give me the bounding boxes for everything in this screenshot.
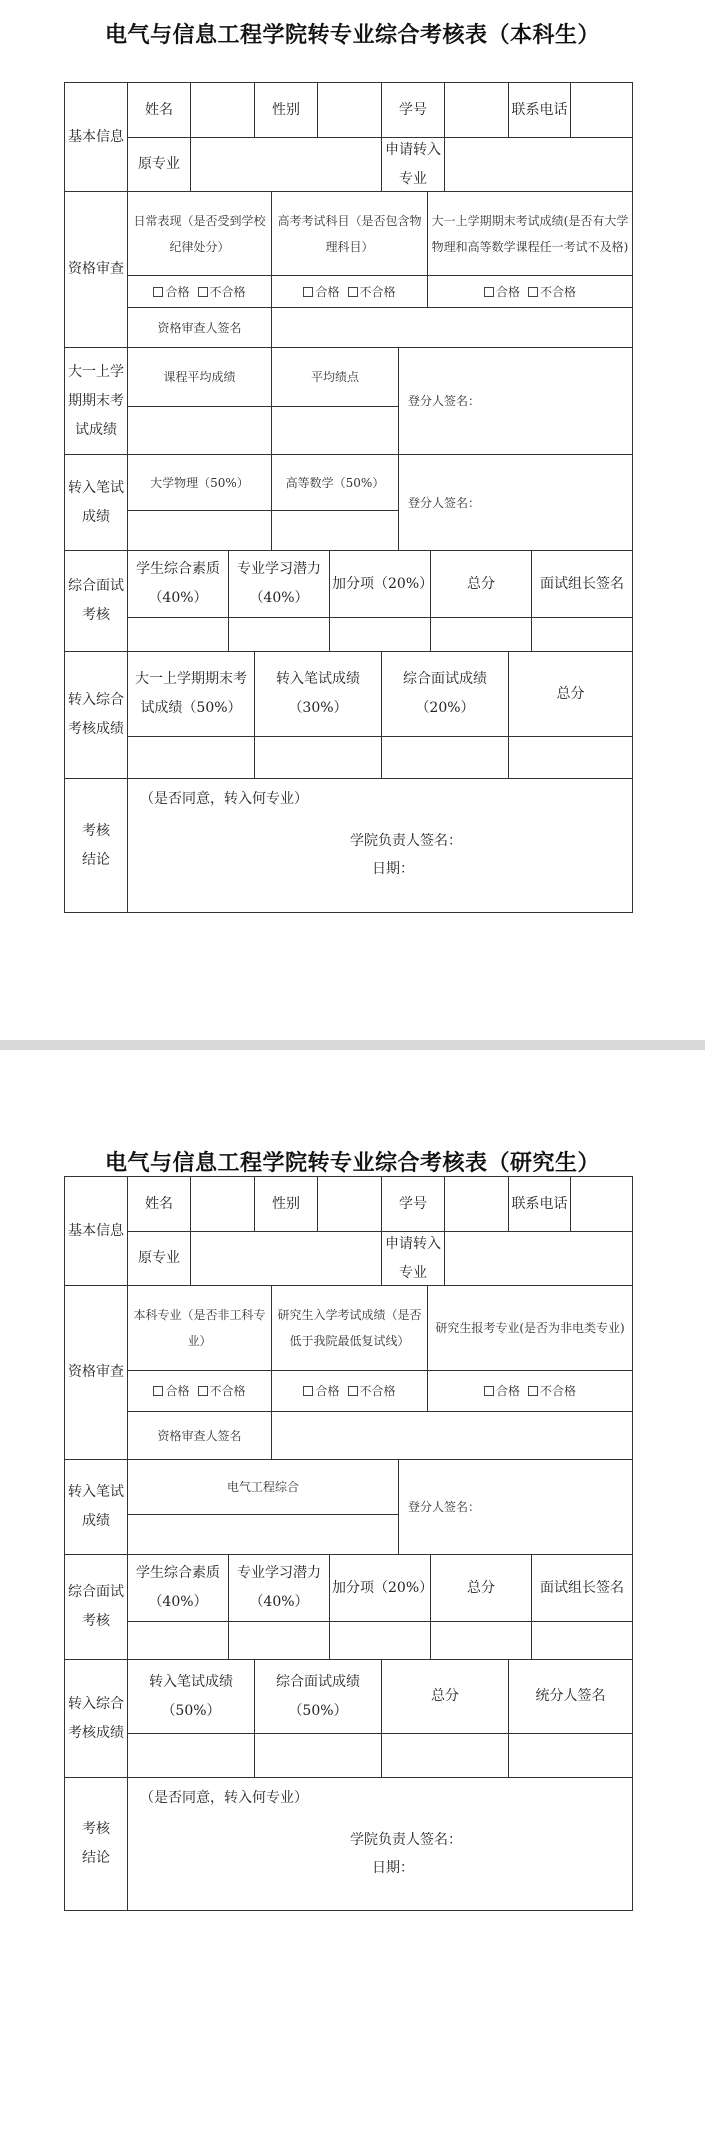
student-id-label: 学号 (381, 82, 445, 138)
composite-interview-field[interactable] (381, 736, 509, 779)
gender-label: 性别 (254, 82, 318, 138)
original-major-label: 原专业 (127, 137, 191, 192)
conclusion-date-label: 日期： (372, 1860, 414, 1876)
composite-written-field[interactable] (127, 1733, 255, 1778)
qual-item-discipline: 日常表现（是否受到学校纪律处分） (127, 191, 272, 276)
name-label: 姓名 (127, 82, 191, 138)
composite-total-field[interactable] (508, 736, 633, 779)
written-test-label: 转入笔试成绩 (64, 454, 128, 551)
interview-label: 综合面试考核 (64, 550, 128, 652)
page-separator (0, 1040, 705, 1050)
interview-total-label: 总分 (430, 550, 532, 618)
physics-field[interactable] (127, 510, 272, 551)
composite-total-field[interactable] (381, 1733, 509, 1778)
qual-item-final-exam: 大一上学期期末考试成绩(是否有大学物理和高等数学课程任一考试不及格) (427, 191, 633, 276)
apply-major-label: 申请转入专业 (381, 137, 445, 192)
interview-total-field[interactable] (430, 617, 532, 652)
apply-major-field[interactable] (444, 137, 633, 192)
interview-leader-label: 面试组长签名 (531, 550, 633, 618)
avg-score-label: 课程平均成绩 (127, 347, 272, 407)
avg-score-field[interactable] (127, 406, 272, 455)
final-exam-label: 大一上学期期末考试成绩 (64, 347, 128, 455)
gpa-field[interactable] (271, 406, 399, 455)
conclusion-date-label: 日期： (372, 861, 414, 877)
composite-final-label: 大一上学期期末考试成绩（50%） (127, 651, 255, 737)
qual-signer-field[interactable] (271, 307, 633, 348)
fail-checkbox[interactable] (528, 287, 538, 297)
fail-checkbox[interactable] (528, 1386, 538, 1396)
qual-signer-field[interactable] (271, 1411, 633, 1460)
qual-item-entrance-score: 研究生入学考试成绩（是否低于我院最低复试线） (271, 1285, 428, 1371)
composite-final-field[interactable] (127, 736, 255, 779)
name-label: 姓名 (127, 1176, 191, 1232)
conclusion-label: 考核结论 (64, 778, 128, 913)
pass-checkbox[interactable] (153, 1386, 163, 1396)
original-major-field[interactable] (190, 137, 382, 192)
math-field[interactable] (271, 510, 399, 551)
interview-total-label: 总分 (430, 1554, 532, 1622)
qual-checkbox-row-1: 合格 不合格 (127, 275, 272, 308)
interview-leader-label: 面试组长签名 (531, 1554, 633, 1622)
composite-interview-label: 综合面试成绩（20%） (381, 651, 509, 737)
composite-scorer-field[interactable] (508, 1733, 633, 1778)
quality-field[interactable] (127, 617, 229, 652)
potential-label: 专业学习潜力（40%） (228, 1554, 330, 1622)
dean-signature-label: 学院负责人签名： (350, 1832, 462, 1848)
dean-signature-label: 学院负责人签名： (350, 833, 462, 849)
written-subject-field[interactable] (127, 1514, 399, 1555)
phone-label: 联系电话 (508, 82, 571, 138)
interview-total-field[interactable] (430, 1621, 532, 1660)
interview-leader-field[interactable] (531, 1621, 633, 1660)
original-major-field[interactable] (190, 1231, 382, 1286)
composite-total-label: 总分 (508, 651, 633, 737)
phone-field[interactable] (570, 1176, 633, 1232)
conclusion-label: 考核结论 (64, 1777, 128, 1911)
student-id-field[interactable] (444, 82, 509, 138)
qual-checkbox-row-3: 合格 不合格 (427, 1370, 633, 1412)
written-subject-label: 电气工程综合 (127, 1459, 399, 1515)
conclusion-field[interactable] (127, 1777, 633, 1911)
gender-field[interactable] (317, 82, 382, 138)
original-major-label: 原专业 (127, 1231, 191, 1286)
potential-label: 专业学习潜力（40%） (228, 550, 330, 618)
composite-interview-label: 综合面试成绩（50%） (254, 1659, 382, 1734)
basic-info-label: 基本信息 (64, 1176, 128, 1286)
interview-leader-field[interactable] (531, 617, 633, 652)
interview-label: 综合面试考核 (64, 1554, 128, 1660)
form-page-graduate (0, 1050, 705, 2090)
quality-label: 学生综合素质（40%） (127, 550, 229, 618)
composite-written-field[interactable] (254, 736, 382, 779)
quality-label: 学生综合素质（40%） (127, 1554, 229, 1622)
conclusion-question: （是否同意，转入何专业） (140, 791, 308, 807)
quality-field[interactable] (127, 1621, 229, 1660)
written-scorer-signature[interactable]: 登分人签名： (398, 1459, 633, 1555)
bonus-label: 加分项（20%） (329, 550, 431, 618)
student-id-label: 学号 (381, 1176, 445, 1232)
apply-major-label: 申请转入专业 (381, 1231, 445, 1286)
qual-checkbox-row-2: 合格 不合格 (271, 1370, 428, 1412)
fail-checkbox[interactable] (348, 1386, 358, 1396)
conclusion-field[interactable] (127, 778, 633, 913)
qual-item-applied-major: 研究生报考专业(是否为非电类专业) (427, 1285, 633, 1371)
written-test-label: 转入笔试成绩 (64, 1459, 128, 1555)
pass-checkbox[interactable] (484, 1386, 494, 1396)
fail-checkbox[interactable] (348, 287, 358, 297)
qualification-label: 资格审查 (64, 191, 128, 348)
composite-written-label: 转入笔试成绩（30%） (254, 651, 382, 737)
form-title: 电气与信息工程学院转专业综合考核表（本科生） (104, 23, 600, 48)
qual-item-exam-subjects: 高考考试科目（是否包含物理科目） (271, 191, 428, 276)
pass-checkbox[interactable] (153, 287, 163, 297)
physics-label: 大学物理（50%） (127, 454, 272, 511)
pass-checkbox[interactable] (303, 1386, 313, 1396)
gender-field[interactable] (317, 1176, 382, 1232)
pass-checkbox[interactable] (484, 287, 494, 297)
math-label: 高等数学（50%） (271, 454, 399, 511)
composite-label: 转入综合考核成绩 (64, 1659, 128, 1778)
potential-field[interactable] (228, 1621, 330, 1660)
fail-checkbox[interactable] (198, 287, 208, 297)
name-field[interactable] (190, 82, 255, 138)
composite-scorer-label: 统分人签名 (508, 1659, 633, 1734)
gpa-label: 平均绩点 (271, 347, 399, 407)
qualification-label: 资格审查 (64, 1285, 128, 1460)
conclusion-question: （是否同意，转入何专业） (140, 1790, 308, 1806)
apply-major-field[interactable] (444, 1231, 633, 1286)
qual-checkbox-row-1: 合格 不合格 (127, 1370, 272, 1412)
composite-interview-field[interactable] (254, 1733, 382, 1778)
form-page-undergraduate (0, 0, 705, 1040)
phone-field[interactable] (570, 82, 633, 138)
qual-signer-label: 资格审查人签名 (127, 307, 272, 348)
gender-label: 性别 (254, 1176, 318, 1232)
qual-checkbox-row-2: 合格 不合格 (271, 275, 428, 308)
student-id-field[interactable] (444, 1176, 509, 1232)
pass-checkbox[interactable] (303, 287, 313, 297)
name-field[interactable] (190, 1176, 255, 1232)
fail-checkbox[interactable] (198, 1386, 208, 1396)
composite-label: 转入综合考核成绩 (64, 651, 128, 779)
bonus-label: 加分项（20%） (329, 1554, 431, 1622)
qual-signer-label: 资格审查人签名 (127, 1411, 272, 1460)
bonus-field[interactable] (329, 1621, 431, 1660)
phone-label: 联系电话 (508, 1176, 571, 1232)
written-scorer-signature[interactable]: 登分人签名： (398, 454, 633, 551)
qual-item-undergrad-major: 本科专业（是否非工科专业） (127, 1285, 272, 1371)
composite-total-label: 总分 (381, 1659, 509, 1734)
final-exam-scorer-signature[interactable]: 登分人签名： (398, 347, 633, 455)
qual-checkbox-row-3: 合格 不合格 (427, 275, 633, 308)
form-title: 电气与信息工程学院转专业综合考核表（研究生） (104, 1151, 600, 1176)
basic-info-label: 基本信息 (64, 82, 128, 192)
potential-field[interactable] (228, 617, 330, 652)
composite-written-label: 转入笔试成绩（50%） (127, 1659, 255, 1734)
bonus-field[interactable] (329, 617, 431, 652)
